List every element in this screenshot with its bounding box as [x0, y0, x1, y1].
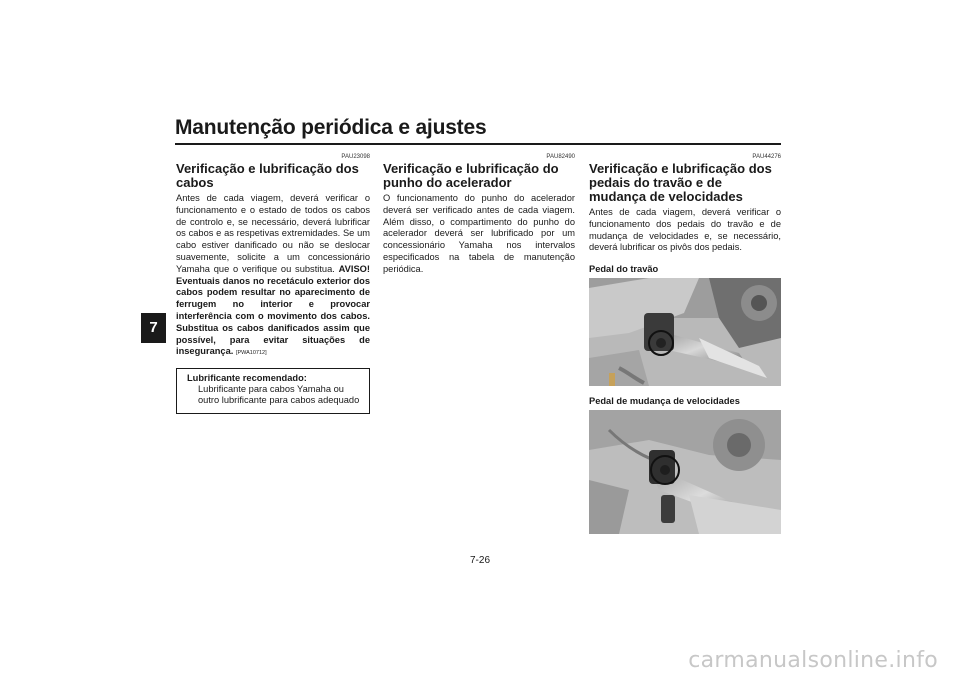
- warning-code: [PWA10712]: [235, 350, 267, 357]
- section-code: PAU44276: [752, 154, 781, 160]
- watermark-text: carmanualsonline.info: [688, 648, 938, 673]
- section-body: Antes de cada viagem, deverá verificar o funcionamento dos pedais do travão e de mudança de velocidades e, se necessário, deverá lubrificar os pivôs dos pedais.: [589, 207, 781, 253]
- pedals-section: [589, 150, 781, 534]
- section-title: Verificação e lubrificação do punho do acelerador: [383, 161, 559, 190]
- section-body: Antes de cada viagem, deverá verificar o funcionamento e o estado de todos os cabos de controlo e, se necessário, deverá lubrificar os cabos e as respetivas extremidades. Se um cabo estiver danificado ou não se deslocar suavemente, solicite a um concessionário Yamaha que o verifique ou substitua. AVISO! Eventuais danos no recetáculo exterior dos cabos podem resultar no aparecimento de ferrugem no interior e provocar interferência com o movimento dos cabos. Substitua os cabos danificados assim que possível, para evitar situações de insegurança. [PWA10712]: [176, 193, 370, 357]
- cables-section: [176, 150, 370, 414]
- throttle-section: [383, 150, 575, 276]
- brake-pedal-label: Pedal do travão: [589, 264, 659, 275]
- lubricant-title: Lubrificante recomendado:: [187, 373, 307, 384]
- section-title: Verificação e lubrificação dos cabos: [176, 161, 359, 190]
- warning-text: AVISO! Eventuais danos no recetáculo exterior dos cabos podem resultar no aparecimento de ferrugem no interior e provocar interferência com o movimento dos cabos. Substitua os cabos danificados assim que possível, para evitar situações de insegurança.: [176, 263, 370, 357]
- shift-pedal-label: Pedal de mudança de velocidades: [589, 396, 740, 407]
- section-body: O funcionamento do punho do acelerador deverá ser verificado antes de cada viagem. Além disso, o compartimento do punho do acelerador deverá ser lubrificado por um concessionário Yamaha nos intervalos especificados na tabela de manutenção periódica.: [383, 193, 575, 274]
- chapter-tab: 7: [141, 313, 166, 343]
- section-code: PAU82490: [546, 154, 575, 160]
- header-rule: [175, 143, 781, 145]
- section-title: Verificação e lubrificação dos pedais do travão e de mudança de velocidades: [589, 161, 772, 204]
- page-number: 7-26: [469, 555, 490, 566]
- lubricant-box: [176, 368, 370, 414]
- shift-pedal-photo: [589, 410, 781, 534]
- page-title: Manutenção periódica e ajustes: [175, 116, 487, 139]
- brake-pedal-photo: [589, 278, 781, 386]
- lubricant-body: Lubrificante para cabos Yamaha ou outro lubrificante para cabos adequado: [198, 384, 360, 406]
- section-code: PAU23098: [341, 154, 370, 160]
